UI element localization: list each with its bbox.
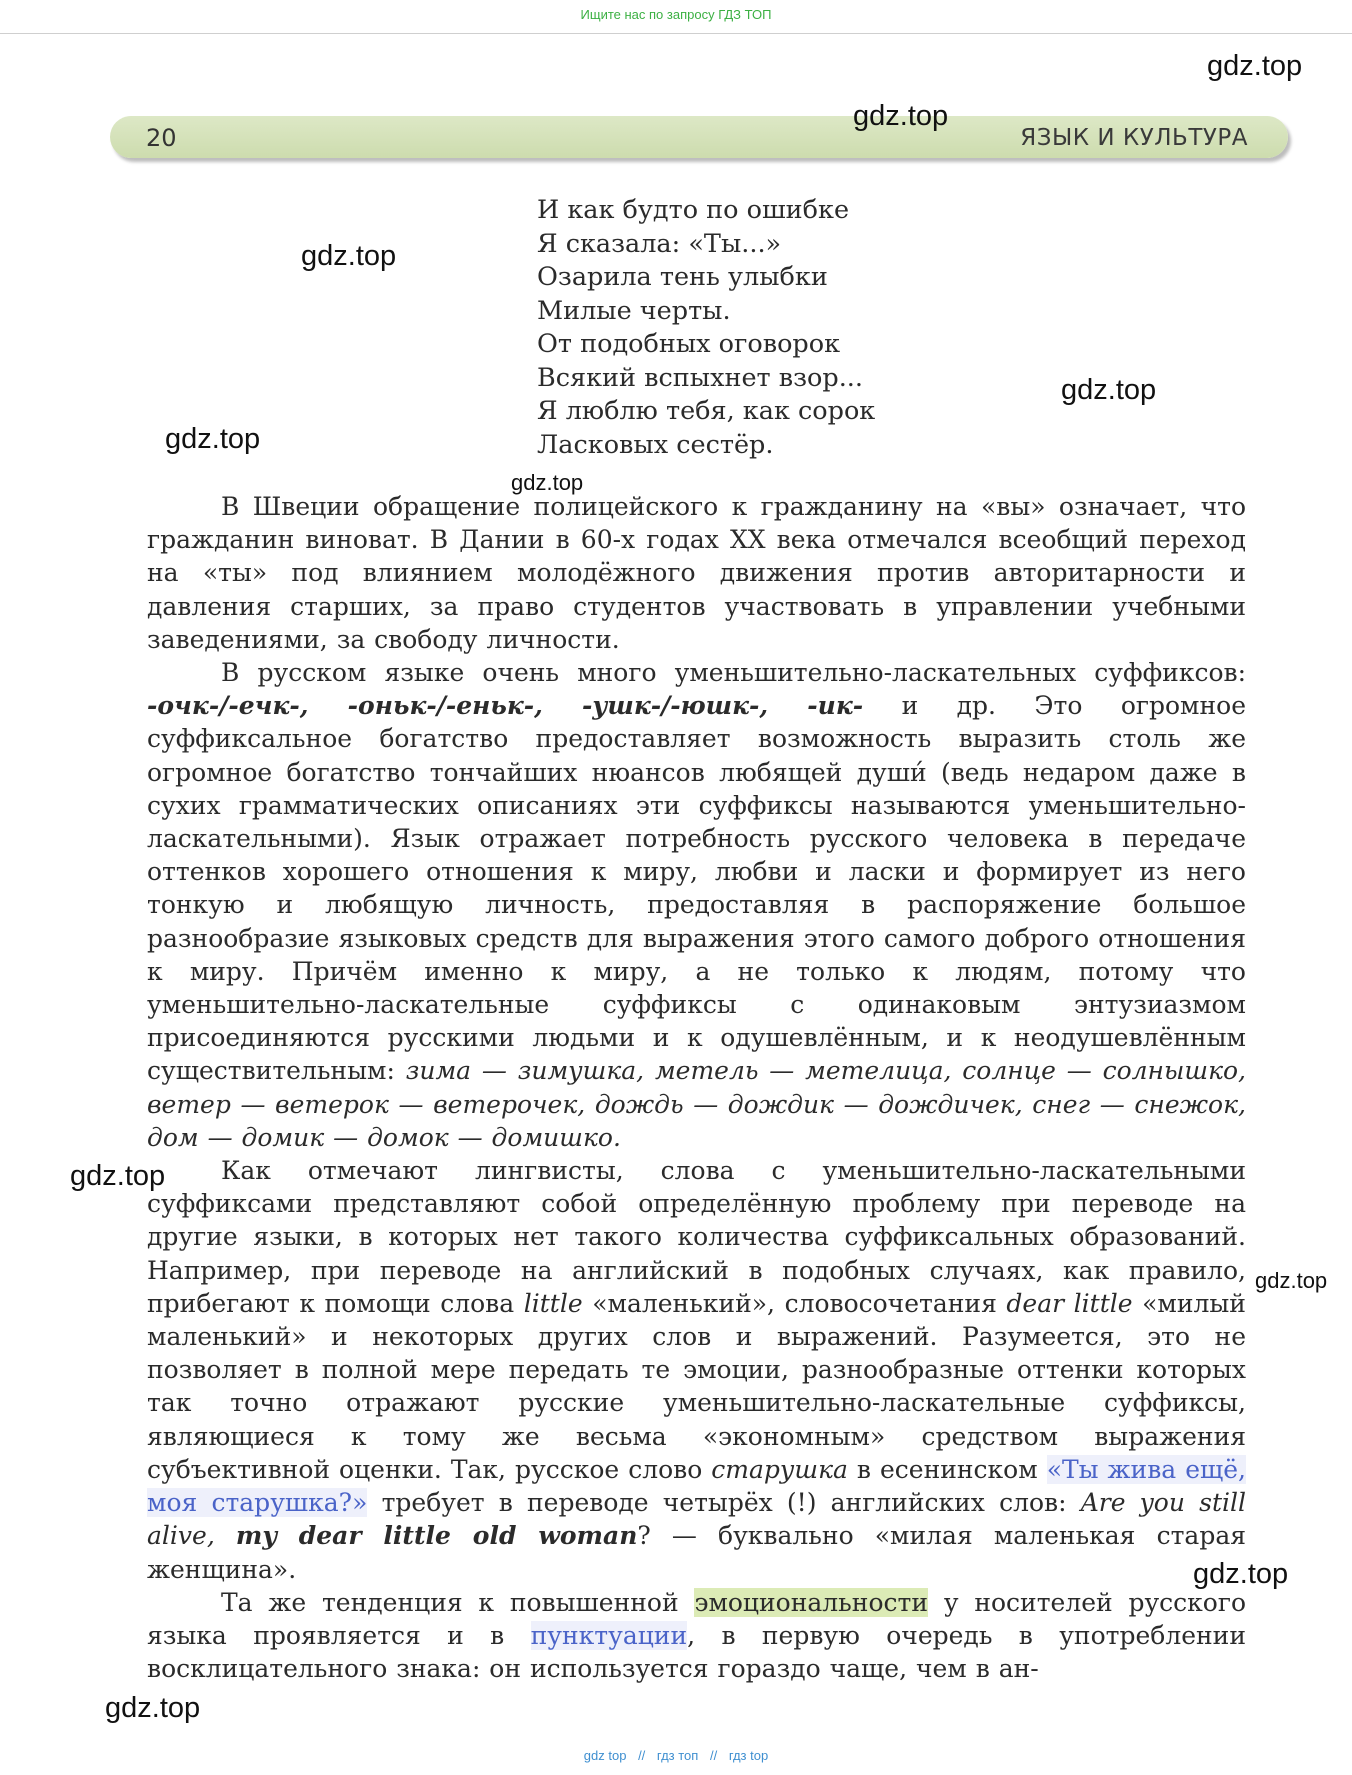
paragraph-sweden: В Швеции обращение полицейского к гражданину на «вы» означает, что гражданин виноват. В Дании в 60-х годах XX века отмечался всеобщий переход на «ты» под влиянием молодёжного движения против авторитарности и давления старших, за право студентов участвовать в управлении учебными заведениями, за свободу личности. <box>147 492 1246 654</box>
poem <box>537 194 875 462</box>
poem-line: Я сказала: «Ты...» <box>537 228 782 259</box>
footer-links <box>0 1748 1352 1763</box>
poem-line: И как будто по ошибке <box>537 195 850 225</box>
poem-line: Я люблю тебя, как сорок <box>537 396 876 426</box>
watermark: gdz.top <box>1207 50 1303 82</box>
footer-link[interactable]: gdz top <box>583 1748 627 1763</box>
footer-separator: // <box>638 1748 646 1763</box>
watermark: gdz.top <box>1193 1558 1289 1590</box>
poem-line: Озарила тень улыбки <box>537 262 828 292</box>
page-number: 20 <box>146 124 177 152</box>
top-banner <box>0 0 1352 34</box>
footer-link[interactable]: гдз топ <box>656 1748 699 1763</box>
watermark: gdz.top <box>853 100 949 132</box>
watermark: gdz.top <box>511 470 584 495</box>
punctuation-link[interactable]: пунктуации <box>530 1620 688 1650</box>
paragraph-suffixes: В русском языке очень много уменьшительно-ласкательных суффиксов: -очк-/-ечк-, -оньк-/-еньк-, -ушк-/-юшк-, -ик- и др. Это огромное суффиксальное богатство предоставляет возможность выразить столь же огромное богатство тончайших нюансов любящей души́ (ведь недаром даже в сухих грамматических описаниях эти суффиксы называются уменьшительно-ласкательными). Язык отражает потребность русского человека в передаче оттенков хорошего отношения к миру, любви и ласки и формирует из него тонкую и любящую личность, предоставляя в распоряжение большое разнообразие языковых средств для выражения этого самого доброго отношения к миру. Причём именно к миру, а не только к людям, потому что уменьшительно-ласкательные суффиксы с одинаковым энтузиазмом присоединяются русскими людьми и к одушевлённым, и к неодушевлённым существительным: зима — зимушка, метель — метелица, солнце — солнышко, ветер — ветерок — ветерочек, дождь — дождик — дождичек, снег — снежок, дом — домик — домок — домишко. <box>147 658 1246 1152</box>
watermark: gdz.top <box>165 423 261 455</box>
section-title: ЯЗЫК И КУЛЬТУРА <box>1020 125 1248 151</box>
page-header <box>110 116 1288 158</box>
diminutive-examples: зима — зимушка, метель — метелица, солнце — солнышко, ветер — ветерок — ветерочек, дождь — дождик — дождичек, снег — снежок, дом — домик — домок — домишко. <box>147 1056 1246 1152</box>
poem-line: Всякий вспыхнет взор... <box>537 362 864 393</box>
suffix-list: -очк-/-ечк-, -оньк-/-еньк-, -ушк-/-юшк-, -ик- <box>147 691 864 721</box>
emotionality-highlight[interactable]: эмоциональности <box>694 1587 928 1617</box>
watermark: gdz.top <box>301 240 397 272</box>
body-text <box>147 490 1246 1685</box>
poem-line: Ласковых сестёр. <box>537 429 774 460</box>
watermark: gdz.top <box>1061 374 1157 406</box>
watermark: gdz.top <box>70 1160 166 1192</box>
watermark: gdz.top <box>105 1692 201 1724</box>
poem-line: От подобных оговорок <box>537 329 841 359</box>
footer-separator: // <box>709 1748 718 1763</box>
esenin-quote-link[interactable]: «Ты жива ещё, моя старушка?» <box>147 1454 1246 1518</box>
watermark: gdz.top <box>1255 1268 1328 1293</box>
banner-text: Ищите нас по запросу ГДЗ ТОП <box>580 7 772 22</box>
paragraph-punctuation: Та же тенденция к повышенной эмоциональности у носителей русского языка проявляется и в пунктуации, в первую очередь в употреблении восклицательного знака: он используется гораздо чаще, чем в ан- <box>147 1587 1247 1684</box>
footer-link[interactable]: гдз top <box>728 1748 769 1763</box>
paragraph-translation: Как отмечают лингвисты, слова с уменьшительно-ласкательными суффиксами представляют собой определённую проблему при переводе на другие языки, в которых нет такого количества суффиксальных образований. Например, при переводе на английский в подобных случаях, как правило, прибегают к помощи слова little «маленький», словосочетания dear little «милый маленький» и некоторых других слов и выражений. Разумеется, это не позволяет в полной мере передать те эмоции, разнообразные оттенки которых так точно отражают русские уменьшительно-ласкательные суффиксы, являющиеся к тому же весьма «экономным» средством выражения субъективной оценки. Так, русское слово старушка в есенинском «Ты жива ещё, моя старушка?» требует в переводе четырёх (!) английских слов: Are you still alive, my dear little old woman? — буквально «милая маленькая старая женщина». <box>147 1156 1246 1584</box>
poem-line: Милые черты. <box>537 295 731 326</box>
